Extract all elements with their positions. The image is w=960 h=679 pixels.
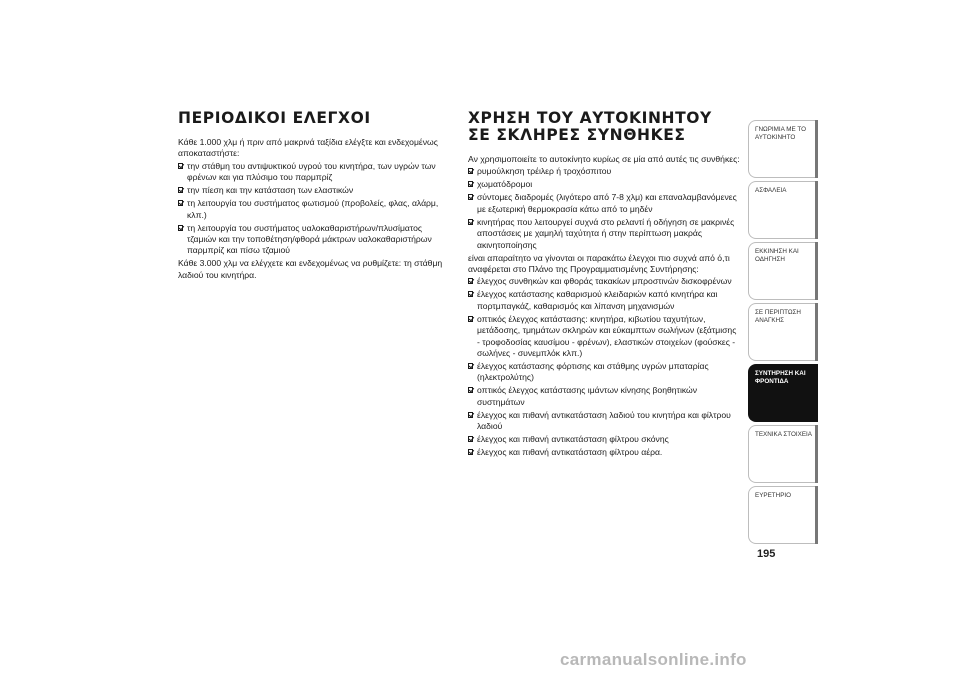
- chapter-tab[interactable]: [748, 364, 818, 422]
- periodic-checks-outro: Κάθε 3.000 χλμ να ελέγχετε και ενδεχομένως να ρυθμίζετε: τη στάθμη λαδιού του κινητήρα.: [178, 258, 443, 280]
- list-item-text: χωματόδρομοι: [477, 179, 533, 190]
- checkbox-bullet-icon: [468, 219, 473, 225]
- tab-edge-bar: [815, 425, 818, 483]
- list-item: [468, 385, 740, 408]
- list-item-text: έλεγχος κατάστασης καθαρισμού κλειδαριών καπό κινητήρα και πορτμπαγκάζ, καθαρισμός και λίπανση μηχανισμών: [477, 289, 718, 311]
- checkbox-bullet-icon: [468, 387, 473, 393]
- list-item-text: τη λειτουργία του συστήματος φωτισμού (προβολείς, φλας, αλάρμ, κλπ.): [187, 198, 439, 220]
- list-item: [468, 276, 740, 287]
- frequent-checks-list: [468, 276, 740, 458]
- chapter-tab[interactable]: [748, 242, 818, 300]
- chapter-tab[interactable]: [748, 425, 818, 483]
- list-item-text: οπτικός έλεγχος κατάστασης ιμάντων κίνησης βοηθητικών συστημάτων: [477, 385, 698, 407]
- chapter-tab[interactable]: [748, 486, 818, 544]
- tab-edge-bar: [815, 303, 818, 361]
- checkbox-bullet-icon: [178, 187, 183, 193]
- chapter-tab-label: ΕΥΡΕΤΗΡΙΟ: [755, 492, 792, 499]
- list-item: [468, 410, 740, 433]
- list-item: [178, 161, 446, 184]
- watermark: carmanualsonline.info: [560, 650, 747, 669]
- tab-edge-bar: [815, 181, 818, 239]
- chapter-tab-label: ΓΝΩΡΙΜΙΑ ΜΕ ΤΟ ΑΥΤΟΚΙΝΗΤΟ: [755, 126, 806, 141]
- checkbox-bullet-icon: [468, 168, 473, 174]
- tab-edge-bar: [815, 242, 818, 300]
- list-item: [468, 166, 740, 177]
- list-item-text: έλεγχος και πιθανή αντικατάσταση φίλτρου αέρα.: [477, 447, 663, 458]
- checkbox-bullet-icon: [468, 181, 473, 187]
- list-item: [468, 314, 740, 360]
- checkbox-bullet-icon: [468, 363, 473, 369]
- tab-edge-bar: [815, 486, 818, 544]
- list-item: [468, 192, 740, 215]
- list-item-text: κινητήρας που λειτουργεί συχνά στο ρελαντί ή οδήγηση σε μακρινές αποστάσεις με χαμηλή ταχύτητα ή στην περίπτωση μακράς ακινητοποίησης: [477, 216, 735, 250]
- tab-edge-bar: [815, 120, 818, 178]
- list-item-text: έλεγχος συνθηκών και φθοράς τακακίων μπροστινών δισκοφρένων: [477, 276, 732, 287]
- list-item: [178, 223, 446, 257]
- tab-edge-bar: [815, 364, 818, 422]
- list-item-text: την πίεση και την κατάσταση των ελαστικών: [187, 185, 354, 196]
- list-item: [468, 361, 740, 384]
- list-item-text: ρυμούλκηση τρέιλερ ή τροχόσπιτου: [477, 166, 612, 177]
- chapter-tab-label: ΤΕΧΝΙΚΑ ΣΤΟΙΧΕΙΑ: [755, 431, 812, 438]
- list-item-text: την στάθμη του αντιψυκτικού υγρού του κινητήρα, των υγρών των φρένων και για πλύσιμο του παρμπρίζ: [187, 160, 436, 183]
- checkbox-bullet-icon: [178, 225, 183, 231]
- list-item-text: έλεγχος και πιθανή αντικατάσταση φίλτρου σκόνης: [477, 434, 669, 445]
- chapter-tab-label: ΑΣΦΑΛΕΙΑ: [755, 187, 787, 194]
- periodic-checks-list: [178, 161, 446, 257]
- chapter-tab-label: ΕΚΚΙΝΗΣΗ ΚΑΙ ΟΔΗΓΗΣΗ: [755, 248, 799, 263]
- checkbox-bullet-icon: [468, 449, 473, 455]
- left-column: [178, 110, 446, 281]
- list-item-text: σύντομες διαδρομές (λιγότερο από 7-8 χλμ) και επαναλαμβανόμενες με εξωτερική θερμοκρασία κάτω από το μηδέν: [477, 192, 737, 214]
- list-item-text: τη λειτουργία του συστήματος υαλοκαθαριστήρων/πλυσίματος τζαμιών και την τοποθέτηση/φθορά μάκτρων υαλοκαθαριστήρων παρμπρίζ και πίσω τζαμιού: [187, 222, 432, 256]
- chapter-tab-label: ΣΕ ΠΕΡΙΠΤΩΣΗ ΑΝΑΓΚΗΣ: [755, 309, 801, 324]
- checkbox-bullet-icon: [468, 278, 473, 284]
- chapter-tab[interactable]: [748, 181, 818, 239]
- checkbox-bullet-icon: [468, 436, 473, 442]
- chapter-tab-label: ΣΥΝΤΗΡΗΣΗ ΚΑΙ ΦΡΟΝΤΙΔΑ: [755, 370, 806, 385]
- list-item-text: έλεγχος και πιθανή αντικατάσταση λαδιού του κινητήρα και φίλτρου λαδιού: [477, 409, 731, 432]
- list-item: [178, 198, 446, 221]
- list-item-text: οπτικός έλεγχος κατάστασης: κινητήρα, κιβωτίου ταχυτήτων, μετάδοσης, τμημάτων σκληρών και εύκαμπτων σωλήνων (εξάτμισης - τροφοδοσίας καυσίμου - φρένων), ελαστικών στοιχείων (φούσκες - σωλήνες - συνεμπλόκ κλπ.): [477, 313, 737, 359]
- severe-conditions-list: [468, 166, 740, 251]
- list-item: [468, 289, 740, 312]
- severe-conditions-intro: Αν χρησιμοποιείτε το αυτοκίνητο κυρίως σε μία από αυτές τις συνθήκες:: [468, 154, 740, 164]
- checkbox-bullet-icon: [468, 316, 473, 322]
- list-item-text: έλεγχος κατάστασης φόρτισης και στάθμης υγρών μπαταρίας (ηλεκτρολύτης): [477, 361, 709, 383]
- list-item: [468, 217, 740, 251]
- list-item: [178, 185, 446, 196]
- periodic-checks-intro: Κάθε 1.000 χλμ ή πριν από μακρινά ταξίδια ελέγξτε και ενδεχομένως αποκαταστήστε:: [178, 137, 438, 159]
- chapter-tab[interactable]: [748, 120, 818, 178]
- checkbox-bullet-icon: [468, 412, 473, 418]
- checkbox-bullet-icon: [468, 194, 473, 200]
- severe-conditions-middle: είναι απαραίτητο να γίνονται οι παρακάτω έλεγχοι πιο συχνά από ό,τι αναφέρεται στο Πλάνο της Προγραμματισμένης Συντήρησης:: [468, 252, 730, 275]
- checkbox-bullet-icon: [178, 200, 183, 206]
- list-item: [468, 434, 740, 445]
- list-item: [468, 447, 740, 458]
- checkbox-bullet-icon: [468, 291, 473, 297]
- severe-conditions-title: ΧΡΗΣΗ ΤΟΥ ΑΥΤΟΚΙΝΗΤΟΥ ΣΕ ΣΚΛΗΡΕΣ ΣΥΝΘΗΚΕΣ: [468, 109, 712, 144]
- checkbox-bullet-icon: [178, 163, 183, 169]
- periodic-checks-title: ΠΕΡΙΟΔΙΚΟΙ ΕΛΕΓΧΟΙ: [178, 109, 371, 127]
- chapter-tab[interactable]: [748, 303, 818, 361]
- right-column: [468, 110, 740, 460]
- list-item: [468, 179, 740, 190]
- chapter-sidebar: [748, 120, 818, 547]
- page-number: 195: [757, 548, 776, 560]
